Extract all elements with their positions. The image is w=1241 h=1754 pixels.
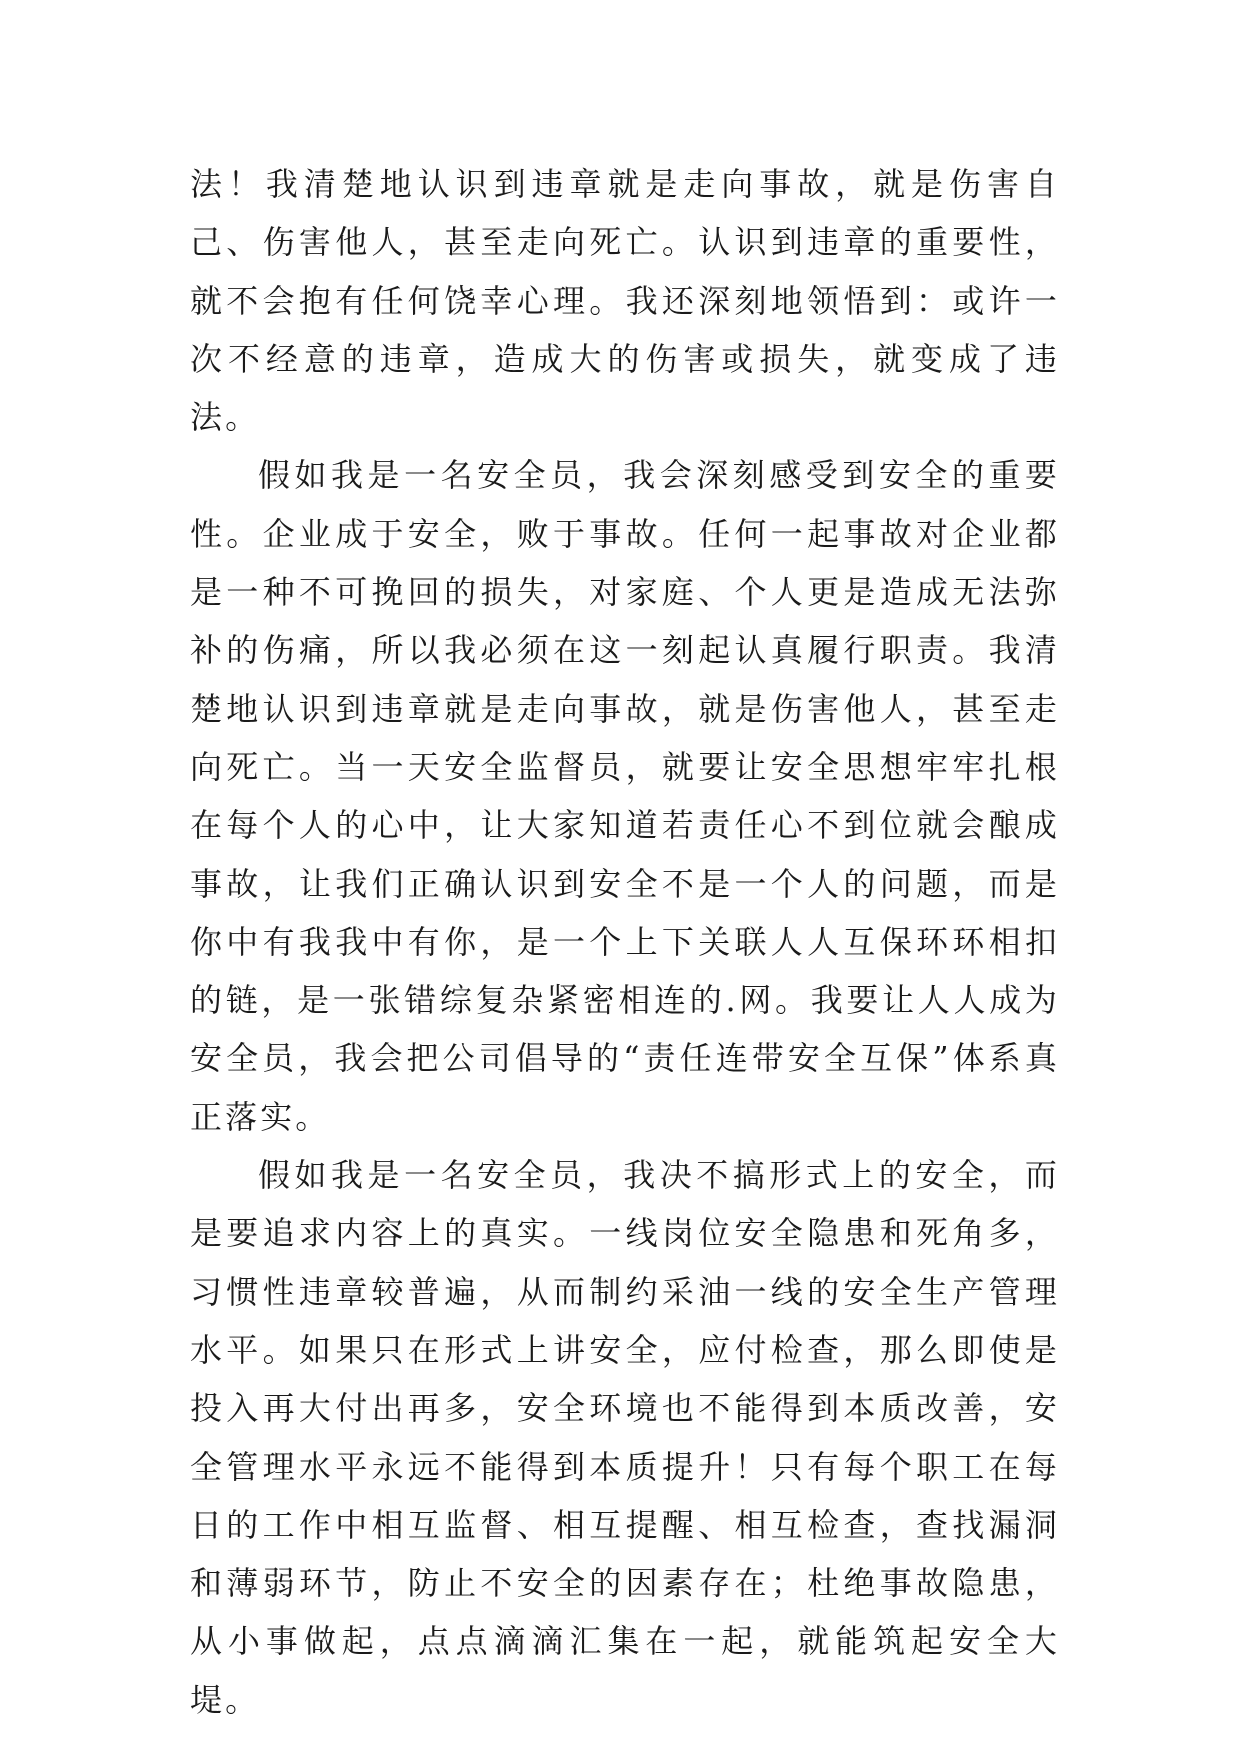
paragraph-substance-over-form: 假如我是一名安全员，我决不搞形式上的安全，而是要追求内容上的真实。一线岗位安全隐患和死角多，习惯性违章较普遍，从而制约采油一线的安全生产管理水平。如果只在形式上讲安全，应付检查，那么即使是投入再大付出再多，安全环境也不能得到本质改善，安全管理水平永远不能得到本质提升！只有每个职工在每日的工作中相互监督、相互提醒、相互检查，查找漏洞和薄弱环节，防止不安全的因素存在；杜绝事故隐患，从小事做起，点点滴滴汇集在一起，就能筑起安全大堤。	[190, 1156, 1060, 1719]
paragraph-safety-importance: 假如我是一名安全员，我会深刻感受到安全的重要性。企业成于安全，败于事故。任何一起事故对企业都是一种不可挽回的损失，对家庭、个人更是造成无法弥补的伤痛，所以我必须在这一刻起认真履行职责。我清楚地认识到违章就是走向事故，就是伤害他人，甚至走向死亡。当一天安全监督员，就要让安全思想牢牢扎根在每个人的心中，让大家知道若责任心不到位就会酿成事故，让我们正确认识到安全不是一个人的问题，而是你中有我我中有你，是一个上下关联人人互保环环相扣的链，是一张错综复杂紧密相连的.网。我要让人人成为安全员，我会把公司倡导的“责任连带安全互保”体系真正落实。	[190, 456, 1060, 1136]
document-body	[190, 155, 1060, 1729]
paragraph-continuation: 法！我清楚地认识到违章就是走向事故，就是伤害自己、伤害他人，甚至走向死亡。认识到违章的重要性，就不会抱有任何饶幸心理。我还深刻地领悟到：或许一次不经意的违章，造成大的伤害或损失，就变成了违法。	[190, 165, 1060, 437]
